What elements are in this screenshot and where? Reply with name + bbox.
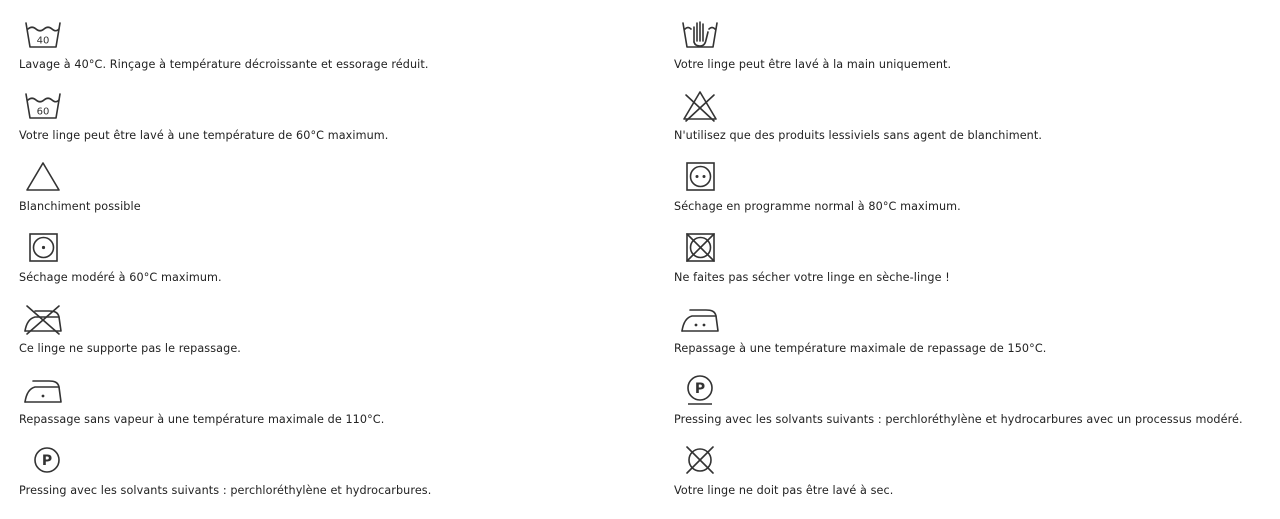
care-item [674,156,1274,227]
do-not-tumble-dry-icon [678,231,722,265]
do-not-iron-icon [21,302,65,336]
wash-60-icon [21,89,65,123]
care-item-text: Pressing avec les solvants suivants : perchloréthylène et hydrocarbures avec un processus modéré. [674,413,1243,426]
care-list-right [674,14,1274,511]
care-item [674,14,1274,85]
care-item [674,227,1274,298]
care-item-text: Lavage à 40°C. Rinçage à température décroissante et essorage réduit. [19,58,429,71]
hand-wash-icon [678,18,722,52]
care-item [19,298,619,369]
care-item-text: Votre linge peut être lavé à une température de 60°C maximum. [19,129,389,142]
svg-text:40: 40 [36,35,50,47]
care-item-text: Votre linge ne doit pas être lavé à sec. [674,484,894,497]
care-item-text: Votre linge peut être lavé à la main uniquement. [674,58,952,71]
care-item-text: Ne faites pas sécher votre linge en sèche-linge ! [674,271,950,284]
svg-text:P: P [41,453,53,469]
svg-text:P: P [694,381,706,397]
care-item-text: Blanchiment possible [19,200,141,213]
iron-medium-icon [678,302,722,336]
dry-clean-p-icon [21,444,65,478]
do-not-dry-clean-icon [678,444,722,478]
care-list-left [19,14,619,511]
do-not-bleach-icon [678,89,722,123]
bleach-allowed-icon [21,160,65,194]
care-item-text: Ce linge ne supporte pas le repassage. [19,342,241,355]
care-item-text: Repassage à une température maximale de repassage de 150°C. [674,342,1047,355]
care-item-text: Repassage sans vapeur à une température maximale de 110°C. [19,413,385,426]
care-item [19,440,619,511]
care-item [19,227,619,298]
care-item [674,440,1274,511]
care-item [19,14,619,85]
care-item [674,369,1274,440]
care-item-text: Séchage en programme normal à 80°C maximum. [674,200,961,213]
wash-40-icon [21,18,65,52]
care-item-text: Séchage modéré à 60°C maximum. [19,271,222,284]
care-item [19,156,619,227]
care-item [19,369,619,440]
care-item-text: N'utilisez que des produits lessiviels sans agent de blanchiment. [674,129,1043,142]
care-item [19,85,619,156]
tumble-dry-normal-icon [678,160,722,194]
svg-text:60: 60 [36,106,50,118]
tumble-dry-low-icon [21,231,65,265]
care-item-text: Pressing avec les solvants suivants : perchloréthylène et hydrocarbures. [19,484,432,497]
care-item [674,85,1274,156]
dry-clean-p-gentle-icon [678,373,722,407]
care-item [674,298,1274,369]
iron-low-no-steam-icon [21,373,65,407]
